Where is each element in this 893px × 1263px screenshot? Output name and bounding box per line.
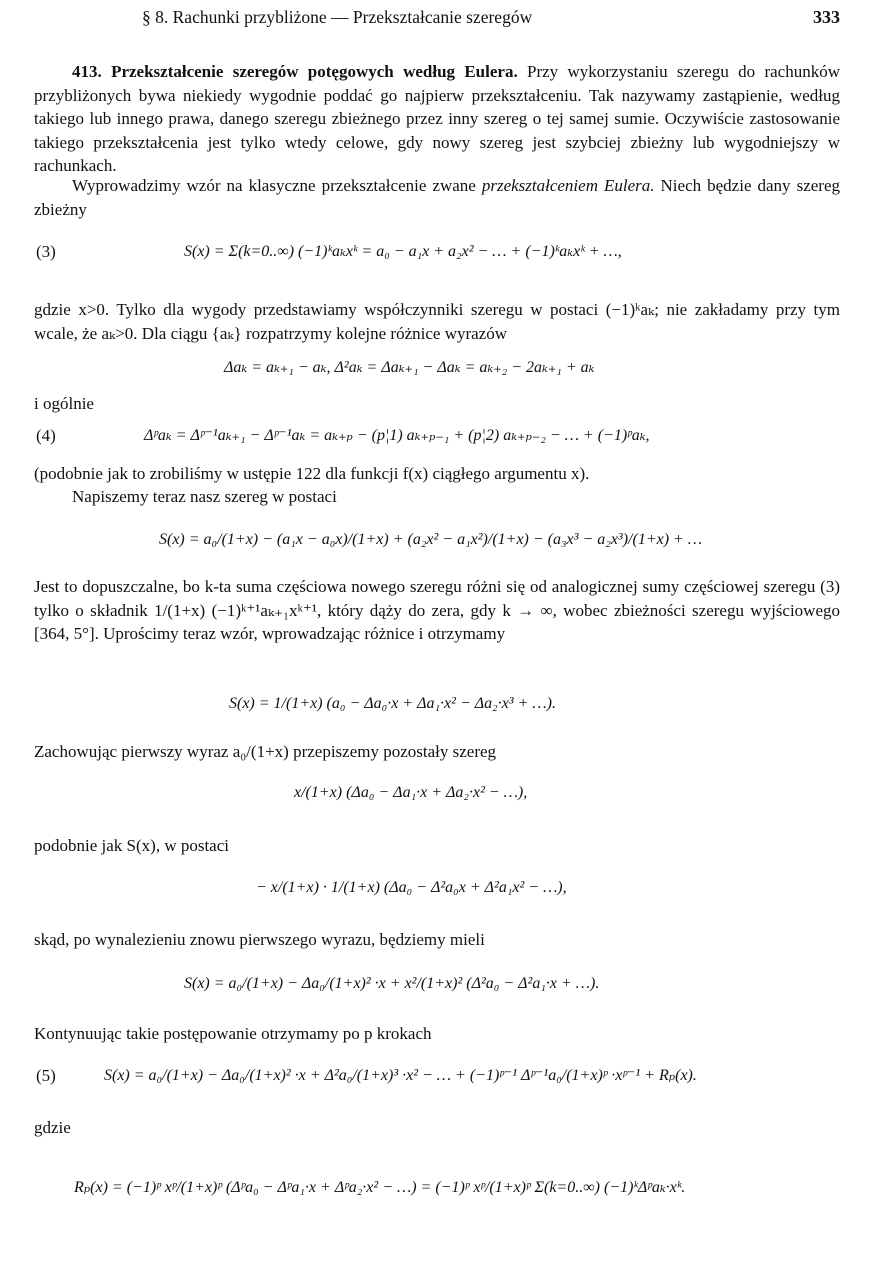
equation-expression: x/(1+x) (Δa₀ − Δa₁·x + Δa₂·x² − …),	[294, 784, 528, 802]
equation-expression: S(x) = a₀/(1+x) − Δa₀/(1+x)² ·x + Δ²a₀/(1+x)³ ·x² − … + (−1)ᵖ⁻¹ Δᵖ⁻¹a₀/(1+x)ᵖ ·xᵖ⁻¹ + Rₚ(x).	[104, 1067, 697, 1085]
equation-expression: S(x) = a₀/(1+x) − Δa₀/(1+x)² ·x + x²/(1+x)² (Δ²a₀ − Δ²a₁·x + …).	[184, 975, 600, 993]
equation-expression: S(x) = Σ(k=0..∞) (−1)ᵏaₖxᵏ = a₀ − a₁x + a₂x² − … + (−1)ᵏaₖxᵏ + …,	[184, 243, 622, 261]
equation-remaining	[34, 773, 840, 813]
equation-expression: Rₚ(x) = (−1)ᵖ xᵖ/(1+x)ᵖ (Δᵖa₀ − Δᵖa₁·x + Δᵖa₂·x² − …) = (−1)ᵖ xᵖ/(1+x)ᵖ Σ(k=0..∞) (−1)ᵏΔᵖaₖ·xᵏ.	[74, 1179, 686, 1197]
book-page	[34, 0, 840, 1263]
equation-remainder	[34, 1168, 840, 1208]
section-heading: 413. Przekształcenie szeregów potęgowych według Eulera.	[72, 62, 518, 81]
equation-expression: − x/(1+x) · 1/(1+x) (Δa₀ − Δ²a₀x + Δ²a₁x² − …),	[256, 879, 567, 897]
paragraph-generally: i ogólnie	[34, 394, 94, 413]
equation-4	[34, 416, 840, 456]
paragraph-euler-intro	[34, 174, 840, 221]
equation-expression: S(x) = 1/(1+x) (a₀ − Δa₀·x + Δa₁·x² − Δa₂·x³ + …).	[229, 695, 556, 713]
page-number: 333	[813, 7, 840, 27]
paragraph-continuing: Kontynuując takie postępowanie otrzymamy po p krokach	[34, 1024, 432, 1043]
paragraph-analogy: (podobnie jak to zrobiliśmy w ustępie 122 dla funkcji f(x) ciągłego argumentu x).	[34, 464, 590, 483]
equation-simplified	[34, 684, 840, 724]
equation-next-step	[34, 964, 840, 1004]
equation-number: (5)	[36, 1066, 56, 1086]
equation-remaining-2	[34, 868, 840, 908]
equation-5	[34, 1056, 840, 1096]
paragraph-text: Niech będzie dany szereg zbieżny	[34, 176, 840, 219]
paragraph-similarly: podobnie jak S(x), w postaci	[34, 836, 229, 855]
paragraph-justification: Jest to dopuszczalne, bo k-ta suma częściowa nowego szeregu różni się od analogicznej sumy częściowej szeregu (3) tylko o składnik 1/(1+x) (−1)ᵏ⁺¹aₖ₊₁xᵏ⁺¹, który dąży do zera, gdy k → ∞, wobec zbieżności szeregu wyjściowego [364, 5°]. Uprościmy teraz wzór, wprowadzając różnice i otrzymamy	[34, 577, 840, 644]
equation-expression: S(x) = a₀/(1+x) − (a₁x − a₀x)/(1+x) + (a₂x² − a₁x²)/(1+x) − (a₃x³ − a₂x³)/(1+x) + …	[159, 531, 703, 549]
running-title: § 8. Rachunki przybliżone — Przekształcanie szeregów	[142, 7, 533, 27]
equation-3	[34, 232, 840, 272]
equation-expression: Δaₖ = aₖ₊₁ − aₖ, Δ²aₖ = Δaₖ₊₁ − Δaₖ = aₖ₊₂ − 2aₖ₊₁ + aₖ	[224, 359, 595, 377]
paragraph-where: gdzie	[34, 1118, 71, 1137]
equation-number: (3)	[36, 242, 56, 262]
equation-expression: Δᵖaₖ = Δᵖ⁻¹aₖ₊₁ − Δᵖ⁻¹aₖ = aₖ₊ₚ − (p¦1) aₖ₊ₚ₋₁ + (p¦2) aₖ₊ₚ₋₂ − … + (−1)ᵖaₖ,	[144, 427, 650, 445]
equation-differences	[34, 348, 840, 388]
equation-series-form	[34, 520, 840, 560]
paragraph-keep-first-term: Zachowując pierwszy wyraz a₀/(1+x) przepiszemy pozostały szereg	[34, 742, 497, 761]
paragraph-413	[34, 60, 840, 178]
paragraph-rewrite: Napiszemy teraz nasz szereg w postaci	[72, 487, 337, 506]
paragraph-hence: skąd, po wynalezieniu znowu pierwszego wyrazu, będziemy mieli	[34, 930, 485, 949]
equation-number: (4)	[36, 426, 56, 446]
paragraph-coefficients: gdzie x>0. Tylko dla wygody przedstawiamy współczynniki szeregu w postaci (−1)ᵏaₖ; nie zakładamy przy tym wcale, że aₖ>0. Dla ciągu {aₖ} rozpatrzymy kolejne różnice wyrazów	[34, 300, 840, 343]
running-header	[34, 6, 840, 30]
emphasis-term: przekształceniem Eulera.	[481, 176, 655, 195]
paragraph-text: Wyprowadzimy wzór na klasyczne przekształcenie zwane	[72, 176, 482, 195]
paragraph-413-text: Przy wykorzystaniu szeregu do rachunków przybliżonych bywa niekiedy wygodnie poddać go najpierw przekształceniu. Tak nazywamy zastąpienie, według takiego lub innego prawa, danego szeregu zbieżnego przez inny szereg o tej samej sumie. Oczywiście zastosowanie takiego przekształcenia jest tylko wtedy celowe, gdy nowy szereg jest szybciej zbieżny lub wygodniejszy w rachunkach.	[34, 62, 840, 176]
